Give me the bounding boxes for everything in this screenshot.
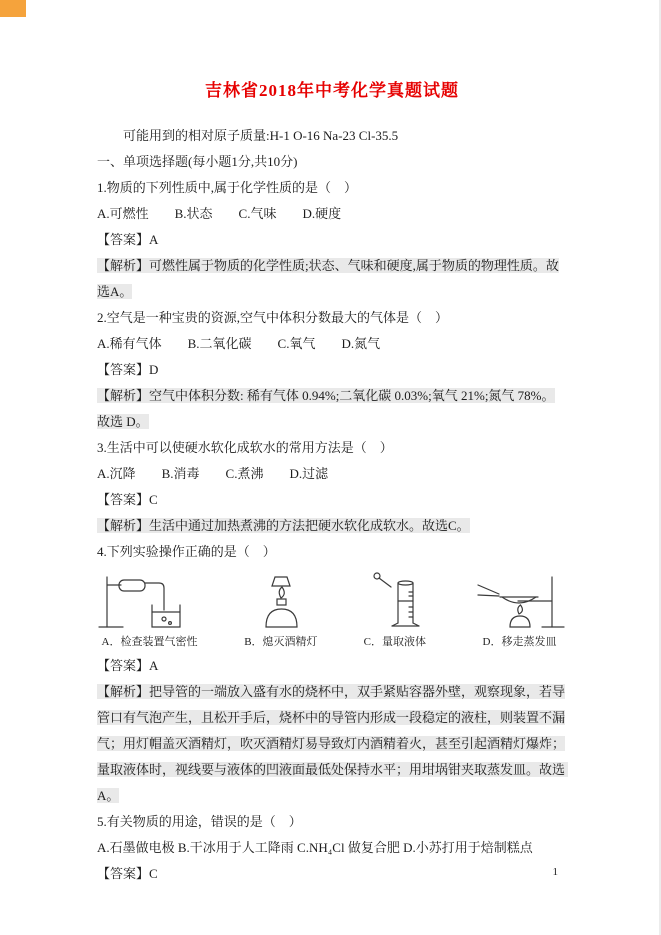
q1-text: 1.物质的下列性质中,属于化学性质的是（ ） <box>97 180 358 195</box>
extinguish-alcohol-lamp-icon <box>245 571 317 631</box>
q5-options: A.石墨做电极 B.干冰用于人工降雨 C.NH₄Cl 做复合肥 D.小苏打用于焙制糕点 <box>97 840 533 855</box>
q4-caption-c: C．量取液体 <box>363 636 426 648</box>
apparatus-b <box>244 571 317 651</box>
q2-options: A.稀有气体 B.二氧化碳 C.氧气 D.氮气 <box>97 336 381 351</box>
apparatus-c <box>360 571 430 651</box>
q3-text: 3.生活中可以使硬水软化成软水的常用方法是（ ） <box>97 440 393 455</box>
q4-text: 4.下列实验操作正确的是（ ） <box>97 544 276 559</box>
page-number: 1 <box>552 866 558 878</box>
q2-answer: 【答案】D <box>97 362 159 377</box>
q1-options: A.可燃性 B.状态 C.气味 D.硬度 <box>97 206 342 221</box>
q3-answer: 【答案】C <box>97 492 158 507</box>
q3-analysis: 【解析】生活中通过加热煮沸的方法把硬水软化成软水。故选C。 <box>97 518 470 533</box>
section-header: 一、单项选择题(每小题1分,共10分) <box>97 154 298 169</box>
paper-title: 吉林省2018年中考化学真题试题 <box>205 81 459 100</box>
q4-caption-a: A．检查装置气密性 <box>101 636 198 648</box>
q3-options: A.沉降 B.消毒 C.煮沸 D.过滤 <box>97 466 329 481</box>
q2-analysis: 【解析】空气中体积分数: 稀有气体 0.94%;二氧化碳 0.03%;氧气 21%;氮气 78%。故选 D。 <box>97 388 555 429</box>
q5-answer: 【答案】C <box>97 866 158 881</box>
q4-apparatus-figure <box>97 571 567 651</box>
q2-text: 2.空气是一种宝贵的资源,空气中体积分数最大的气体是（ ） <box>97 310 449 325</box>
scan-artifact <box>0 0 26 17</box>
q5-text: 5.有关物质的用途，错误的是（ ） <box>97 814 302 829</box>
q4-caption-d: D．移走蒸发皿 <box>482 636 557 648</box>
atomic-mass-note: 可能用到的相对原子质量:H-1 O-16 Na-23 Cl-35.5 <box>123 128 399 143</box>
measuring-cylinder-icon <box>360 571 430 631</box>
gas-tightness-check-icon <box>97 571 202 631</box>
apparatus-a <box>97 571 202 651</box>
document-content <box>97 76 567 887</box>
q4-analysis: 【解析】把导管的一端放入盛有水的烧杯中，双手紧贴容器外壁，观察现象，若导管口有气泡产生，且松开手后，烧杯中的导管内形成一段稳定的液柱，则装置不漏气；用灯帽盖灭酒精灯，吹灭酒精灯易导致灯内酒精着火，甚至引起酒精灯爆炸；量取液体时，视线要与液体的凹液面最低处保持水平；用坩埚钳夹取蒸发皿。故选 A。 <box>97 684 569 803</box>
q4-answer: 【答案】A <box>97 658 159 673</box>
q4-caption-b: B．熄灭酒精灯 <box>244 636 318 648</box>
q1-answer: 【答案】A <box>97 232 159 247</box>
apparatus-d <box>472 571 567 651</box>
evaporating-dish-icon <box>472 571 567 631</box>
q1-analysis: 【解析】可燃性属于物质的化学性质;状态、气味和硬度,属于物质的物理性质。故选A。 <box>97 258 559 299</box>
